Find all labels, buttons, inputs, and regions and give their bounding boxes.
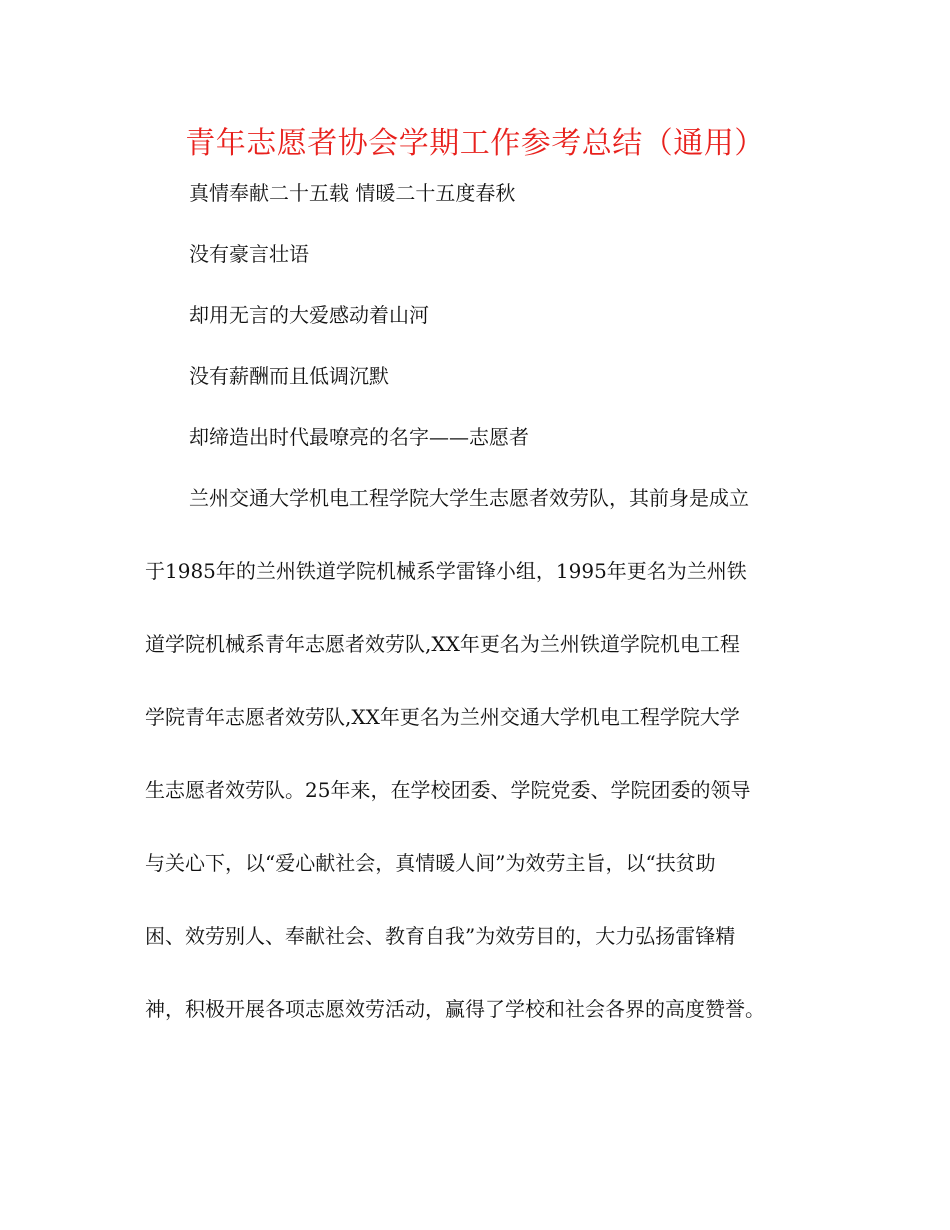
verse-line-2: 没有豪言壮语 [189,242,309,266]
verse-line-5: 却缔造出时代最嘹亮的名字——志愿者 [189,425,529,449]
paragraph-line-2: 于1985年的兰州铁道学院机械系学雷锋小组，1995年更名为兰州铁 [145,559,747,583]
paragraph-line-6: 与关心下，以“爱心献社会，真情暖人间”为效劳主旨，以“扶贫助 [145,851,716,875]
paragraph-line-5: 生志愿者效劳队。25年来，在学校团委、学院党委、学院团委的领导 [145,778,751,802]
verse-line-1: 真情奉献二十五载 情暖二十五度春秋 [189,181,516,205]
paragraph-line-4: 学院青年志愿者效劳队,XX年更名为兰州交通大学机电工程学院大学 [145,705,740,729]
paragraph-line-8: 神，积极开展各项志愿效劳活动，赢得了学校和社会各界的高度赞誉。 [145,997,765,1021]
paragraph-line-1: 兰州交通大学机电工程学院大学生志愿者效劳队，其前身是成立 [189,486,749,510]
verse-line-4: 没有薪酬而且低调沉默 [189,364,389,388]
document-title: 青年志愿者协会学期工作参考总结（通用） [185,126,765,161]
paragraph-line-7: 困、效劳别人、奉献社会、教育自我”为效劳目的，大力弘扬雷锋精 [145,924,736,948]
paragraph-line-3: 道学院机械系青年志愿者效劳队,XX年更名为兰州铁道学院机电工程 [145,632,740,656]
verse-line-3: 却用无言的大爱感动着山河 [189,303,429,327]
